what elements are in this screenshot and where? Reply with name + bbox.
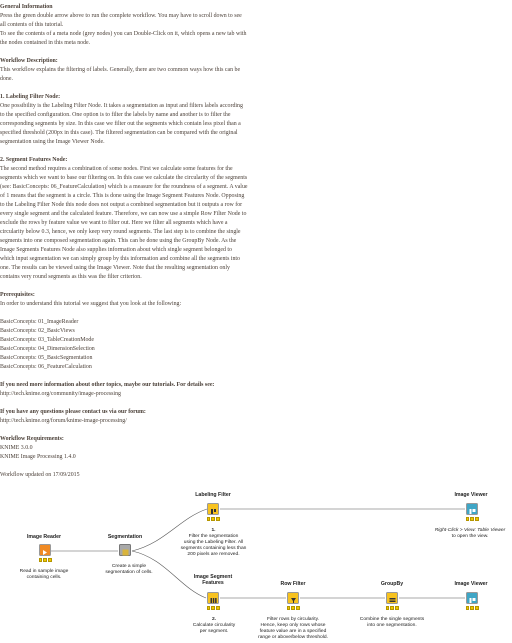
row-filter-status xyxy=(287,606,300,610)
prerequisite-item: BasicConcepts: 05_BasicSegmentation xyxy=(0,355,93,361)
groupby-node[interactable] xyxy=(386,592,398,604)
row-filter-node[interactable] xyxy=(287,592,299,604)
image-segment-features-status xyxy=(207,606,220,610)
more-info-link[interactable]: http://tech.knime.org/community/image-processing xyxy=(0,391,121,397)
section2-line: The second method requires a combination of some nodes. First we calculate some features for the xyxy=(0,166,233,172)
description-line: This workflow explains the filtering of labels. Generally, there are two common ways how this can be xyxy=(0,67,241,73)
workflow-canvas xyxy=(0,488,512,643)
prerequisite-item: BasicConcepts: 03_TableCreationMode xyxy=(0,337,94,343)
prerequisites-heading: Prerequisites: xyxy=(0,292,35,298)
description-line: done. xyxy=(0,76,13,82)
groupby-status xyxy=(386,606,399,610)
image-viewer-icon xyxy=(467,595,478,606)
image-viewer-bottom-title: Image Viewer xyxy=(454,581,488,587)
general-info-line: Press the green double arrow above to run the complete workflow. You may have to scroll down to see xyxy=(0,13,242,19)
section2-line: contains very round segments as this was the filter criterion. xyxy=(0,274,142,280)
section2-line: circularity below 0.3, hence, we only keep very round segments. The last step is to combine the single xyxy=(0,229,241,235)
image-viewer-top-desc: Right-Click > View: Table Viewer to open the view. xyxy=(434,528,506,539)
image-segment-features-desc: 2. Calculate circularity per segment. xyxy=(192,617,236,634)
general-info-line: the nodes contained in this meta node. xyxy=(0,40,91,46)
section1-line: corresponding segments by size. In this case we filter out the segments which contain less pixel than a xyxy=(0,121,241,127)
row-filter-title: Row Filter xyxy=(280,581,306,587)
forum-heading: If you have any questions please contact us via our forum: xyxy=(0,409,146,415)
section1-line: to the specified configuration. One option is to filter the labels by name and another is to filter the xyxy=(0,112,231,118)
general-info-heading: General Information xyxy=(0,4,53,10)
labeling-filter-title: Labeling Filter xyxy=(195,492,231,498)
prerequisite-item: BasicConcepts: 01_ImageReader xyxy=(0,319,79,325)
section2-line: one. The results can be viewed using the Image Viewer. Note that the resulting segmentation only xyxy=(0,265,230,271)
section2-line: exclude the rows by feature value we want to filter out. Here we filter all segments which have a xyxy=(0,220,228,226)
row-filter-icon xyxy=(288,595,299,606)
image-reader-desc: Read in sample image containing cells. xyxy=(19,569,69,580)
labeling-filter-node[interactable] xyxy=(207,503,219,515)
labeling-filter-heading: 1. Labeling Filter Node: xyxy=(0,94,61,100)
section2-line: segments which we want to base our filtering on. In this case we calculate the circularity of the segments xyxy=(0,175,248,181)
image-viewer-top-title: Image Viewer xyxy=(454,492,488,498)
groupby-icon xyxy=(387,595,398,606)
image-reader-icon xyxy=(40,547,51,558)
image-viewer-bottom-node[interactable] xyxy=(466,592,478,604)
groupby-desc: Combine the single segments into one segmentation. xyxy=(359,617,425,628)
requirement-item: KNIME Image Processing 1.4.0 xyxy=(0,454,76,460)
segmentation-metanode[interactable] xyxy=(119,544,131,556)
prerequisite-item: BasicConcepts: 02_BasicViews xyxy=(0,328,75,334)
section2-line: every single segment and the calculated feature. Therefore, we can now use a simple Row Filter Node to xyxy=(0,211,247,217)
image-reader-title: Image Reader xyxy=(26,534,62,540)
general-info-line: all contents of this tutorial. xyxy=(0,22,64,28)
image-viewer-top-node[interactable] xyxy=(466,503,478,515)
forum-link[interactable]: http://tech.knime.org/forum/knime-image-processing/ xyxy=(0,418,127,424)
prerequisite-item: BasicConcepts: 06_FeatureCalculation xyxy=(0,364,92,370)
image-segment-features-title: Image Segment Features xyxy=(193,574,233,586)
image-viewer-bottom-status xyxy=(466,606,479,610)
segment-features-icon xyxy=(208,595,219,606)
section2-line: (see: BasicConcepts: 06_FeatureCalculation) which is a measure for the roundness of a segment. A value xyxy=(0,184,248,190)
image-viewer-icon xyxy=(467,506,478,517)
general-info-line: To see the contents of a meta node (grey nodes) you can Double-Click on it, which opens a new tab with xyxy=(0,31,247,37)
labeling-filter-desc: 1. Filter the segmentation using the Labeling Filter. All segments containing less than 200 pixels are removed. xyxy=(180,528,247,557)
image-reader-status xyxy=(39,558,52,562)
section2-line: segments into one composed segmentation again. This can be done using the GroupBy Node. As the xyxy=(0,238,237,244)
section1-line: One possibility is the Labeling Filter Node. It takes a segmentation as input and filters labels according xyxy=(0,103,243,109)
section2-line: Image Segments Features Node also supplies information about which single segment belonged to xyxy=(0,247,232,253)
segmentation-desc: Create a simple segmentation of cells. xyxy=(105,564,153,575)
section1-line: segmentation using the Image Viewer Node. xyxy=(0,139,105,145)
labeling-filter-icon xyxy=(208,506,219,517)
more-info-heading: If you need more information about other topics, maybe our tutorials. For details see: xyxy=(0,382,215,388)
section2-line: of 1 means that the segment is a circle. This is done using the Image Segment Features Node. Opposing xyxy=(0,193,245,199)
groupby-title: GroupBy xyxy=(380,581,404,587)
labeling-filter-status xyxy=(207,517,220,521)
segment-features-heading: 2. Segment Features Node: xyxy=(0,157,68,163)
requirement-item: KNIME 3.0.0 xyxy=(0,445,33,451)
metanode-icon xyxy=(120,547,131,558)
row-filter-desc: Filter rows by circularity. Hence, keep only rows whose feature value are in a specified range or above/below threshold. xyxy=(258,617,328,640)
prerequisites-line: In order to understand this tutorial we suggest that you look at the following: xyxy=(0,301,182,307)
workflow-description-heading: Workflow Description: xyxy=(0,58,58,64)
tutorial-text xyxy=(0,3,508,480)
section1-line: specified threshold (200px in this case). The filtered segmentation can be compared with the original xyxy=(0,130,238,136)
requirements-heading: Workflow Requirements: xyxy=(0,436,64,442)
workflow-updated: Workflow updated on 17/09/2015 xyxy=(0,472,80,478)
prerequisite-item: BasicConcepts: 04_DimensionSelection xyxy=(0,346,95,352)
section2-line: to the Labeling Filter Node this node does not output a combined segmentation but it outputs a row for xyxy=(0,202,243,208)
image-viewer-top-status xyxy=(466,517,479,521)
image-reader-node[interactable] xyxy=(39,544,51,556)
section2-line: which input segmentation we can simply group by this information and combine all the segments into xyxy=(0,256,241,262)
image-segment-features-node[interactable] xyxy=(207,592,219,604)
segmentation-title: Segmentation xyxy=(107,534,143,540)
